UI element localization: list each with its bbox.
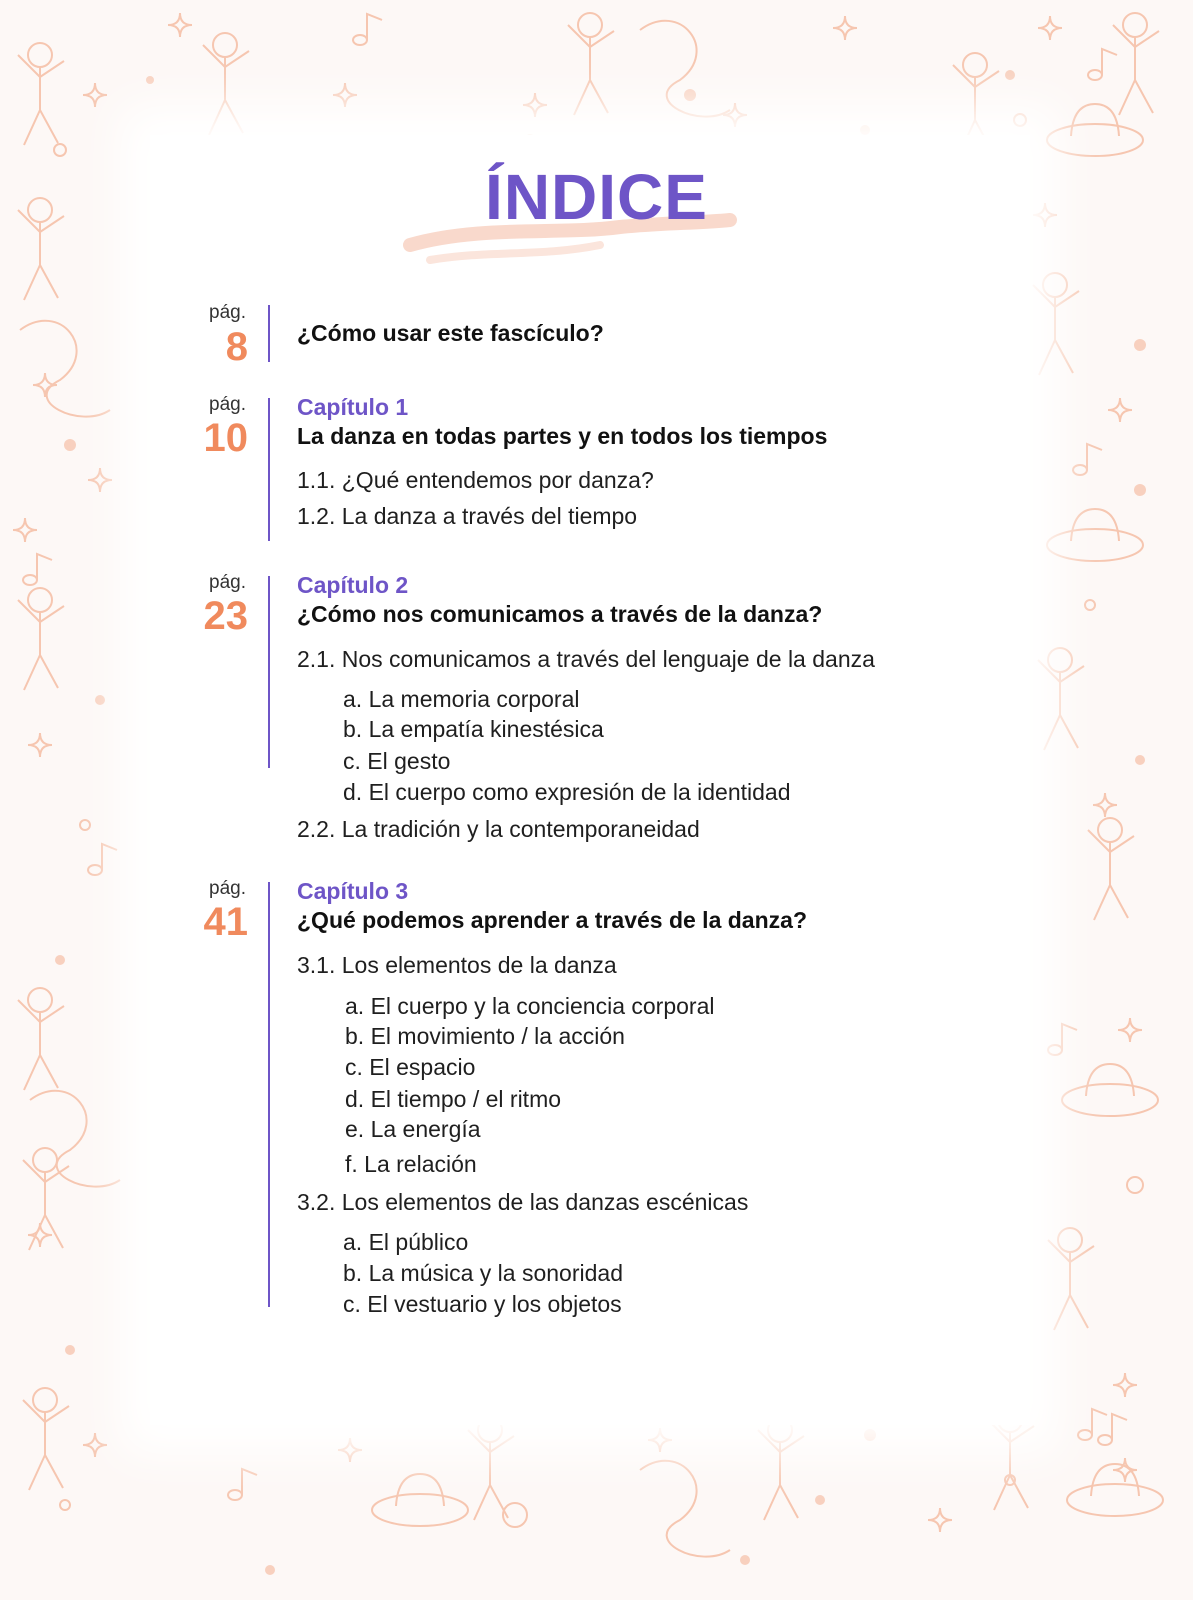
music-note-stem: [1062, 1024, 1077, 1050]
dancer-figure: [568, 25, 614, 115]
subsection-item[interactable]: a. El cuerpo y la conciencia corporal: [345, 993, 715, 1019]
dot-icon: [684, 89, 696, 101]
dancer-head: [1123, 13, 1147, 37]
music-note-icon: [353, 35, 367, 45]
dot-icon: [740, 1555, 750, 1565]
dot-icon: [55, 955, 65, 965]
page-number: 23: [203, 594, 248, 638]
hat-icon: [372, 1494, 468, 1526]
entry-divider: [268, 305, 270, 362]
music-note-stem: [37, 554, 52, 580]
subsection-item[interactable]: c. El vestuario y los objetos: [343, 1291, 622, 1317]
entry-divider: [268, 398, 270, 541]
chapter-label: Capítulo 3: [297, 878, 409, 904]
sparkle-icon: [833, 16, 857, 40]
dancer-head: [33, 1388, 57, 1412]
entry-heading[interactable]: ¿Cómo usar este fascículo?: [297, 320, 604, 346]
hat-crown: [396, 1474, 444, 1506]
hat-icon: [1067, 1484, 1163, 1516]
music-note-icon: [1088, 70, 1102, 80]
ribbon-swirl: [640, 1461, 730, 1557]
hat-crown: [1071, 509, 1119, 541]
subsection-item[interactable]: d. El tiempo / el ritmo: [345, 1086, 562, 1112]
section-item[interactable]: 3.2. Los elementos de las danzas escénicas: [297, 1189, 749, 1215]
section-item[interactable]: 2.1. Nos comunicamos a través del lenguaje de la danza: [297, 646, 875, 672]
subsection-item[interactable]: b. El movimiento / la acción: [345, 1023, 625, 1049]
hat-crown: [1071, 104, 1119, 136]
dot-icon: [864, 1429, 876, 1441]
dot-icon: [265, 1565, 275, 1575]
chapter-title[interactable]: ¿Cómo nos comunicamos a través de la danza?: [297, 601, 823, 627]
sparkle-icon: [333, 83, 357, 107]
ring-icon: [1014, 114, 1026, 126]
sparkle-icon: [1113, 1373, 1137, 1397]
dancer-figure: [988, 1420, 1034, 1510]
dancer-figure: [1048, 1240, 1094, 1330]
page-number: 8: [225, 325, 248, 369]
subsection-item[interactable]: e. La energía: [345, 1116, 481, 1142]
hat-icon: [1062, 1084, 1158, 1116]
dancer-figure: [203, 45, 249, 135]
hat-icon: [1047, 124, 1143, 156]
page-title: ÍNDICE: [485, 161, 708, 233]
dancer-head: [963, 53, 987, 77]
sparkle-icon: [1093, 793, 1117, 817]
ring-icon: [54, 144, 66, 156]
sparkle-icon: [13, 518, 37, 542]
music-note-icon: [23, 575, 37, 585]
dancer-figure: [1033, 285, 1079, 375]
dot-icon: [146, 76, 154, 84]
subsection-item[interactable]: d. El cuerpo como expresión de la identidad: [343, 779, 791, 805]
dot-icon: [95, 695, 105, 705]
page-number: 41: [203, 900, 248, 944]
subsection-item[interactable]: f. La relación: [345, 1151, 477, 1177]
page-label: pág.: [209, 572, 246, 593]
dot-icon: [1134, 339, 1146, 351]
dancer-head: [213, 33, 237, 57]
ring-icon: [1085, 600, 1095, 610]
music-note-icon: [1098, 1435, 1112, 1445]
section-item[interactable]: 2.2. La tradición y la contemporaneidad: [297, 816, 700, 842]
sparkle-icon: [648, 1428, 672, 1452]
chapter-label: Capítulo 1: [297, 394, 409, 420]
dancer-figure: [18, 600, 64, 690]
page-label: pág.: [209, 394, 246, 415]
sparkle-icon: [88, 468, 112, 492]
dot-icon: [815, 1495, 825, 1505]
dancer-head: [28, 588, 52, 612]
music-note-icon: [88, 865, 102, 875]
dancer-figure: [1088, 830, 1134, 920]
subsection-item[interactable]: a. El público: [343, 1229, 469, 1255]
music-note-icon: [1078, 1430, 1092, 1440]
dancer-head: [1058, 1228, 1082, 1252]
sparkle-icon: [1108, 398, 1132, 422]
sparkle-icon: [1118, 1018, 1142, 1042]
dot-icon: [1005, 70, 1015, 80]
section-item[interactable]: 1.2. La danza a través del tiempo: [297, 503, 638, 529]
dancer-head: [578, 13, 602, 37]
dot-icon: [1135, 755, 1145, 765]
sparkle-icon: [28, 733, 52, 757]
music-note-stem: [102, 844, 117, 870]
subsection-item[interactable]: b. La música y la sonoridad: [343, 1260, 623, 1286]
sparkle-icon: [168, 13, 192, 37]
dancer-head: [33, 1148, 57, 1172]
sparkle-icon: [523, 93, 547, 117]
ring-icon: [60, 1500, 70, 1510]
chapter-label: Capítulo 2: [297, 572, 409, 598]
dot-icon: [1134, 484, 1146, 496]
dancer-head: [28, 43, 52, 67]
dancer-head: [1048, 648, 1072, 672]
music-note-stem: [1087, 444, 1102, 470]
section-item[interactable]: 1.1. ¿Qué entendemos por danza?: [297, 467, 654, 493]
music-note-stem: [242, 1469, 257, 1495]
ring-icon: [1127, 1177, 1143, 1193]
chapter-title[interactable]: ¿Qué podemos aprender a través de la danza?: [297, 907, 807, 933]
dot-icon: [64, 439, 76, 451]
dancer-head: [1043, 273, 1067, 297]
page-label: pág.: [209, 302, 246, 323]
dancer-figure: [23, 1400, 69, 1490]
hat-icon: [1047, 529, 1143, 561]
ribbon-swirl: [640, 21, 730, 117]
entry-divider: [268, 882, 270, 1307]
music-note-icon: [1073, 465, 1087, 475]
page-label: pág.: [209, 878, 246, 899]
page-number: 10: [203, 416, 248, 460]
section-item[interactable]: 3.1. Los elementos de la danza: [297, 952, 617, 978]
dancer-head: [1098, 818, 1122, 842]
dancer-figure: [758, 1430, 804, 1520]
ring-icon: [80, 820, 90, 830]
sparkle-icon: [723, 103, 747, 127]
subsection-item[interactable]: a. La memoria corporal: [343, 686, 580, 712]
sparkle-icon: [928, 1508, 952, 1532]
dot-icon: [860, 125, 870, 135]
dancer-figure: [1038, 660, 1084, 750]
sparkle-icon: [83, 1433, 107, 1457]
dot-icon: [65, 1345, 75, 1355]
music-note-stem: [1112, 1414, 1127, 1440]
dancer-figure: [1113, 25, 1159, 115]
subsection-item[interactable]: b. La empatía kinestésica: [343, 716, 604, 742]
ribbon-swirl: [20, 321, 110, 417]
entry-divider: [268, 576, 270, 768]
subsection-item[interactable]: c. El espacio: [345, 1054, 476, 1080]
sparkle-icon: [1038, 16, 1062, 40]
music-note-stem: [1102, 49, 1117, 75]
music-note-icon: [228, 1490, 242, 1500]
hat-crown: [1086, 1064, 1134, 1096]
dancer-head: [28, 988, 52, 1012]
music-note-icon: [1048, 1045, 1062, 1055]
subsection-item[interactable]: c. El gesto: [343, 748, 451, 774]
chapter-title[interactable]: La danza en todas partes y en todos los tiempos: [297, 423, 828, 449]
music-note-stem: [367, 14, 382, 40]
sparkle-icon: [83, 83, 107, 107]
sparkle-icon: [338, 1438, 362, 1462]
dancer-figure: [18, 55, 64, 145]
dancer-figure: [18, 1000, 64, 1090]
sparkle-icon: [1113, 1458, 1137, 1482]
music-note-stem: [1092, 1409, 1107, 1435]
